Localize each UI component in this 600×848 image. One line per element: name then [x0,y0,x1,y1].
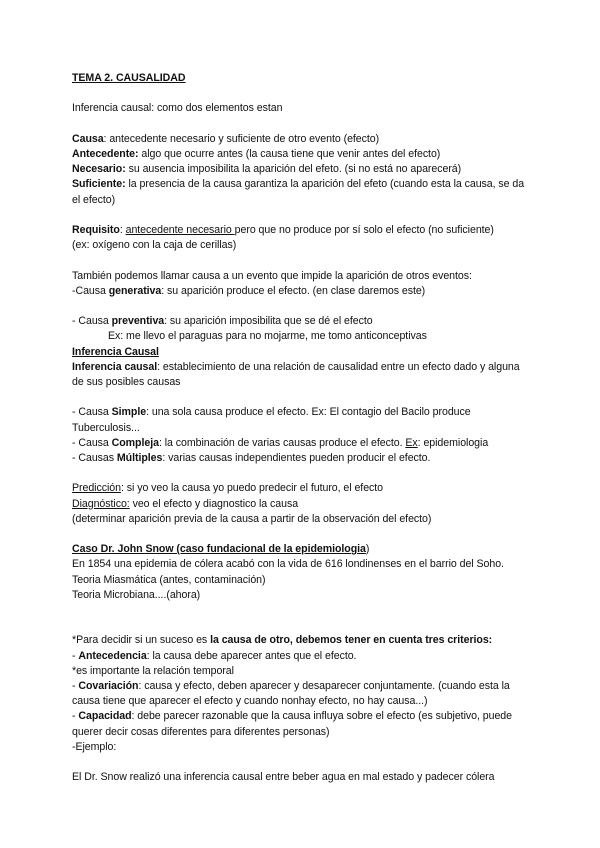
snow-line-1: En 1854 una epidemia de cólera acabó con la vida de 616 londinenses en el barrio del Soho. [72,558,504,571]
causa-simple-line: - Causa Simple: una sola causa produce el efecto. Ex: El contagio del Bacilo produce Tuberculosis... [72,406,471,434]
diagnostico-note: (determinar aparición previa de la causa a partir de la observación del efecto) [72,512,432,525]
diagnostico-line: Diagnóstico: veo el efecto y diagnostico la causa [72,497,299,510]
preventiva-example: Ex: me llevo el paraguas para no mojarme, me tomo anticonceptivas [108,330,427,343]
requisito-example: (ex: oxígeno con la caja de cerillas) [72,239,237,252]
snow-line-2: Teoria Miasmática (antes, contaminación) [72,573,266,586]
document-body [72,71,532,785]
definition-causa: Causa: antecedente necesario y suficiente de otro evento (efecto) [72,132,380,145]
requisito-line: Requisito: antecedente necesario pero que no produce por sí solo el efecto (no suficiente) [72,223,494,236]
criterio-covariacion: - Covariación: causa y efecto, deben aparecer y desaparecer conjuntamente. (cuando esta la causa tiene que aparecer el efecto y cuando nonhay efecto, no hay causa...) [72,679,510,708]
criterio-capacidad: - Capacidad: debe parecer razonable que la causa influya sobre el efecto (es subjetivo, puede querer decir cosas diferentes para diferentes personas) [72,710,512,738]
prediccion-line: Predicción: si yo veo la causa yo puedo predecir el futuro, el efecto [72,482,384,495]
page-title: TEMA 2. CAUSALIDAD [72,72,186,84]
inferencia-definition: Inferencia causal: establecimiento de una relación de causalidad entre un efecto dado y alguna de sus posibles causas [72,360,520,388]
intro-line: Inferencia causal: como dos elementos estan [72,102,283,115]
causa-preventiva-line: - Causa preventiva: su aparición imposibilita que se dé el efecto [72,315,373,328]
inferencia-heading: Inferencia Causal [72,345,159,358]
snow-heading: Caso Dr. John Snow (caso fundacional de la epidemiologia) [72,543,370,556]
snow-line-3: Teoria Microbiana....(ahora) [72,588,201,601]
causa-compleja-line: - Causa Compleja: la combinación de varias causas produce el efecto. Ex: epidemiologia [72,436,489,449]
criterios-intro: *Para decidir si un suceso es la causa de otro, debemos tener en cuenta tres criterios: [72,634,493,647]
causa-generativa-line: -Causa generativa: su aparición produce el efecto. (en clase daremos este) [72,284,426,297]
final-line: El Dr. Snow realizó una inferencia causal entre beber agua en mal estado y padecer cólera [72,771,495,784]
definition-necesario: Necesario: su ausencia imposibilita la aparición del efeto. (si no está no aparecerá) [72,163,462,176]
definition-antecedente: Antecedente: algo que ocurre antes (la causa tiene que venir antes del efecto) [72,147,441,160]
ejemplo-line: -Ejemplo: [72,740,117,753]
tambien-line: También podemos llamar causa a un evento que impide la aparición de otros eventos: [72,269,472,282]
criterio-antecedencia: - Antecedencia: la causa debe aparecer antes que el efecto. [72,649,357,662]
relacion-temporal-line: *es importante la relación temporal [72,664,234,677]
definition-suficiente: Suficiente: la presencia de la causa garantiza la aparición del efeto (cuando esta la causa, se da el efecto) [72,178,525,206]
causas-multiples-line: - Causas Múltiples: varias causas independientes pueden producir el efecto. [72,451,431,464]
